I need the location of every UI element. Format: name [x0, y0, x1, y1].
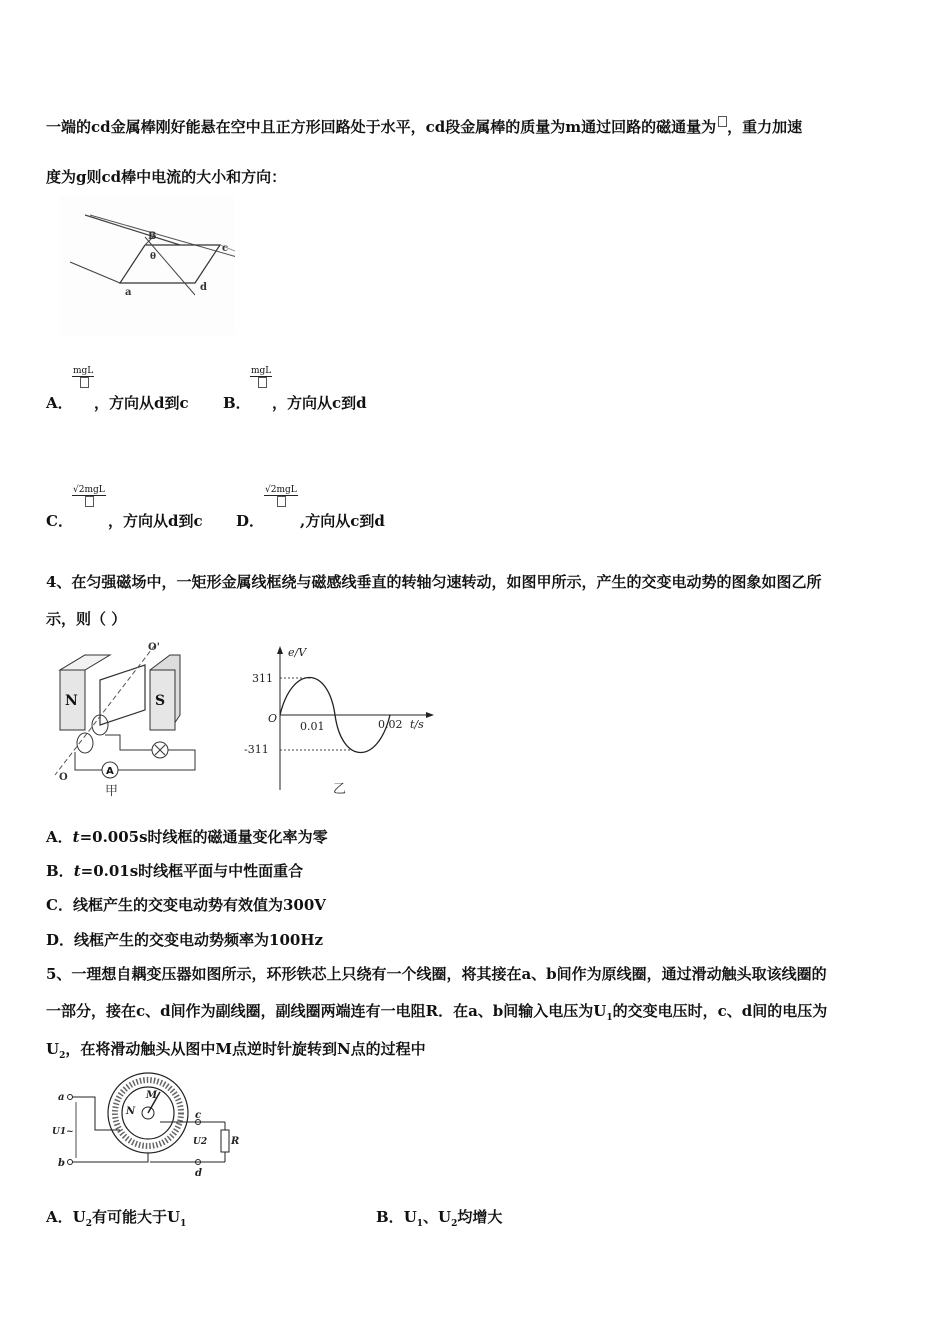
q5-option-b-s2: 2: [451, 1219, 458, 1229]
phi-symbol-icon: [80, 377, 89, 388]
q3-line1: [46, 116, 802, 137]
q3-option-a-fraction: [72, 366, 94, 388]
q5-figure-transformer: [50, 1070, 245, 1185]
q5-fig-M: M: [146, 1090, 158, 1101]
q5-line3: [46, 1038, 426, 1061]
q4-fig2-x1: 0.01: [300, 720, 325, 733]
q3-fig-label-a: a: [125, 287, 132, 298]
q4-option-c-label: C．: [46, 896, 73, 914]
q4-fig2-ybottom: -311: [244, 743, 269, 756]
q5-fig-d: d: [195, 1168, 202, 1179]
q3-option-c-numerator: √2mgL: [73, 485, 105, 495]
q3-option-d-numerator: √2mgL: [265, 485, 297, 495]
q3-option-c-label: C．: [46, 512, 73, 530]
q4-fig1-S: S: [155, 693, 166, 709]
q4-fig1-Oprime: O': [148, 642, 160, 653]
q5-line2-part1: 一部分，接在c、d间作为副线圈，副线圈两端连有一电阻R．在a、b间输入电压为U: [46, 1002, 607, 1020]
q5-option-b-p1: U: [403, 1208, 417, 1226]
q3-fig-label-theta: θ: [150, 252, 157, 262]
q4-figure-generator: [45, 640, 230, 800]
q5-fig-b: b: [58, 1158, 65, 1169]
q3-option-c-fraction: [72, 485, 106, 507]
q5-line2: [46, 1000, 827, 1023]
q3-option-b-fraction: [250, 366, 272, 388]
q5-line3-part1: U: [46, 1040, 60, 1058]
q4-line1: 4、在匀强磁场中，一矩形金属线框绕与磁感线垂直的转轴匀速转动，如图甲所示，产生的交变电动势的图象如图乙所: [46, 573, 822, 591]
q4-fig1-caption: 甲: [105, 784, 119, 799]
q4-option-c: [46, 894, 326, 915]
q4-fig2-origin: O: [268, 712, 278, 725]
q4-option-a-text: =0.005s时线框的磁通量变化率为零: [79, 828, 328, 846]
q4-option-d: [46, 929, 323, 950]
q5-fig-N: N: [126, 1106, 136, 1117]
q4-fig2-ytop: 311: [252, 672, 273, 685]
q5-option-a: [46, 1206, 186, 1229]
q3-option-b-numerator: mgL: [251, 366, 272, 376]
q4-line2: 示，则（ ）: [46, 610, 127, 628]
q4-fig2-xlabel: t/s: [410, 718, 424, 731]
q5-line1: 5、一理想自耦变压器如图所示，环形铁芯上只绕有一个线圈，将其接在a、b间作为原线圈，通过滑动触头取该线圈的: [46, 965, 827, 983]
phi-symbol-icon: [718, 116, 727, 127]
q5-option-a-p1: U: [72, 1208, 86, 1226]
q5-option-a-label: A．: [46, 1208, 73, 1226]
q5-line3-sub2: 2: [59, 1051, 66, 1061]
q4-fig2-x2: 0.02: [378, 718, 403, 731]
q5-fig-U1: U1~: [52, 1127, 74, 1137]
q3-line1-text: 一端的cd金属棒刚好能悬在空中且正方形回路处于水平，cd段金属棒的质量为m通过回路的磁通量为: [46, 118, 717, 136]
q3-option-a-numerator: mgL: [73, 366, 94, 376]
q4-option-b-t: t: [73, 862, 81, 880]
q4-option-d-label: D．: [46, 931, 75, 949]
q3-option-d-fraction: [264, 485, 298, 507]
q5-option-b-s1: 1: [416, 1219, 424, 1229]
q3-option-d-text: ,方向从c到d: [300, 512, 385, 530]
q3-option-d-label: D．: [236, 512, 265, 530]
phi-symbol-icon: [277, 496, 286, 507]
q4-fig1-O: O: [59, 772, 68, 783]
q4-option-b: [46, 860, 303, 881]
q5-option-b-p3: 均增大: [457, 1208, 503, 1226]
phi-symbol-icon: [258, 377, 267, 388]
q5-option-a-s1: 2: [85, 1219, 92, 1229]
phi-symbol-icon: [85, 496, 94, 507]
q4-option-b-label: B．: [46, 862, 74, 880]
q4-fig1-N: N: [65, 693, 78, 709]
q3-option-a-label: A．: [46, 394, 73, 412]
q4-option-d-text: 线框产生的交变电动势频率为100Hz: [74, 931, 324, 949]
q5-option-a-s2: 1: [180, 1219, 187, 1229]
q5-line2-sub1: 1: [606, 1013, 613, 1023]
q4-option-a: [46, 826, 328, 847]
q5-option-b: [376, 1206, 502, 1229]
q5-option-b-label: B．: [376, 1208, 404, 1226]
q4-option-b-text: =0.01s时线框平面与中性面重合: [80, 862, 304, 880]
q3-line2: 度为g则cd棒中电流的大小和方向：: [46, 168, 287, 186]
q3-fig-label-d: d: [200, 282, 207, 293]
q4-figure-graph: [240, 640, 440, 800]
q3-line1-tail: ，重力加速: [727, 118, 803, 136]
q4-option-a-t: t: [72, 828, 80, 846]
q5-fig-a: a: [58, 1092, 65, 1103]
q3-figure: [60, 195, 235, 335]
q5-fig-U2: U2: [193, 1137, 208, 1147]
q5-line2-part2: 的交变电压时，c、d间的电压为: [612, 1002, 828, 1020]
q3-fig-label-B: B: [148, 231, 157, 242]
q4-option-c-text: 线框产生的交变电动势有效值为300V: [72, 896, 326, 914]
q5-fig-c: c: [195, 1110, 202, 1121]
q3-option-c-text: ，方向从d到c: [108, 512, 203, 530]
q5-fig-R: R: [231, 1136, 240, 1147]
q5-option-b-p2: 、U: [423, 1208, 452, 1226]
q4-fig2-ylabel: e/V: [288, 646, 307, 659]
q5-line3-part2: ，在将滑动触头从图中M点逆时针旋转到N点的过程中: [65, 1040, 426, 1058]
q3-fig-label-c: c: [222, 243, 229, 254]
q4-option-a-label: A．: [46, 828, 73, 846]
q4-fig2-caption: 乙: [333, 782, 347, 797]
q3-option-b-label: B．: [223, 394, 251, 412]
q4-fig1-ammeter: A: [106, 766, 114, 777]
q3-option-b-text: ，方向从c到d: [272, 394, 367, 412]
q5-option-a-p2: 有可能大于U: [92, 1208, 181, 1226]
q3-option-a-text: ，方向从d到c: [94, 394, 189, 412]
